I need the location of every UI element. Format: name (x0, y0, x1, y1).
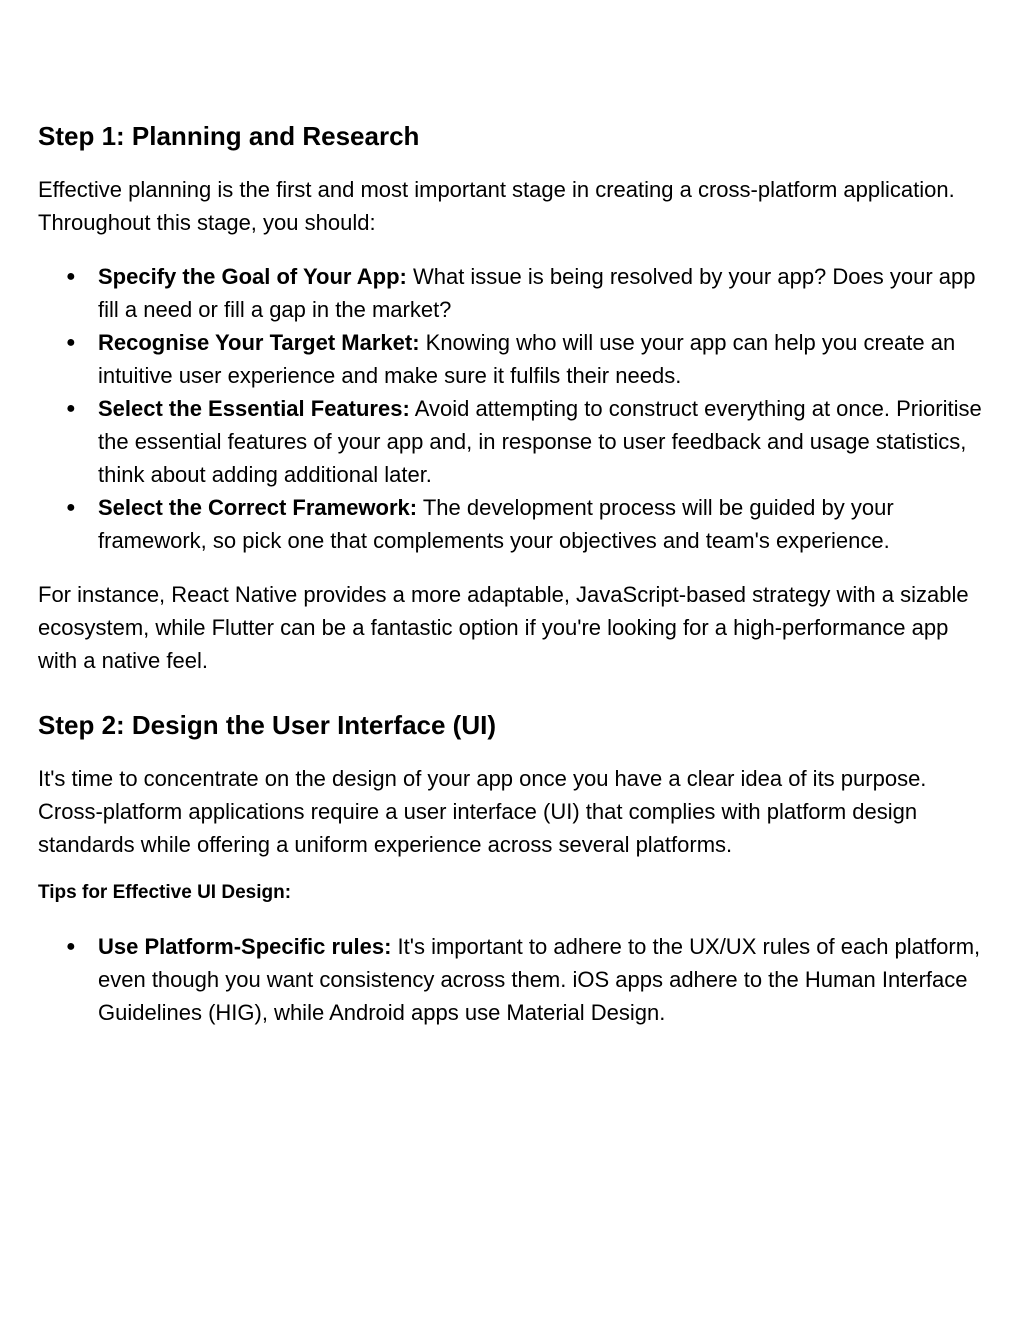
list-item-text: What issue is being resolved by your app? Does your app fill a need or fill a gap in the market? (98, 264, 976, 322)
list-item-text: Avoid attempting to construct everything at once. Prioritise the essential features of your app and, in response to user feedback and usage statistics, think about adding additional later. (98, 396, 982, 487)
step1-example-paragraph: For instance, React Native provides a more adaptable, JavaScript-based strategy with a sizable ecosystem, while Flutter can be a fantastic option if you're looking for a high-performance app with a native feel. (38, 582, 969, 673)
step2-heading: Step 2: Design the User Interface (UI) (38, 710, 496, 740)
list-item (38, 392, 983, 491)
tips-bullet-list (38, 930, 983, 1029)
list-item (38, 326, 983, 392)
step2-intro-paragraph: It's time to concentrate on the design of your app once you have a clear idea of its purpose. Cross-platform applications require a user interface (UI) that complies with platform design standards while offering a uniform experience across several platforms. (38, 766, 927, 857)
list-item (38, 260, 983, 326)
bullet-icon: ● (66, 499, 76, 516)
tips-subheading: Tips for Effective UI Design: (38, 882, 292, 903)
list-item (38, 930, 983, 1029)
bullet-icon: ● (66, 400, 76, 417)
list-item-text: The development process will be guided by your framework, so pick one that complements your objectives and team's experience. (98, 495, 894, 553)
step1-heading: Step 1: Planning and Research (38, 121, 420, 151)
step1-bullet-list (38, 260, 983, 557)
list-item-label: Recognise Your Target Market: (98, 330, 420, 355)
list-item-label: Specify the Goal of Your App: (98, 264, 407, 289)
step1-intro-paragraph: Effective planning is the first and most important stage in creating a cross-platform application. Throughout this stage, you should: (38, 177, 955, 235)
document-page (38, 118, 983, 1029)
bullet-icon: ● (66, 938, 76, 955)
list-item-label: Select the Essential Features: (98, 396, 410, 421)
list-item-text: Knowing who will use your app can help you create an intuitive user experience and make sure it fulfils their needs. (98, 330, 956, 388)
list-item-label: Use Platform-Specific rules: (98, 934, 392, 959)
bullet-icon: ● (66, 268, 76, 285)
list-item-label: Select the Correct Framework: (98, 495, 418, 520)
list-item-text: It's important to adhere to the UX/UX rules of each platform, even though you want consistency across them. iOS apps adhere to the Human Interface Guidelines (HIG), while Android apps use Material Design. (98, 934, 981, 1025)
list-item (38, 491, 983, 557)
bullet-icon: ● (66, 334, 76, 351)
